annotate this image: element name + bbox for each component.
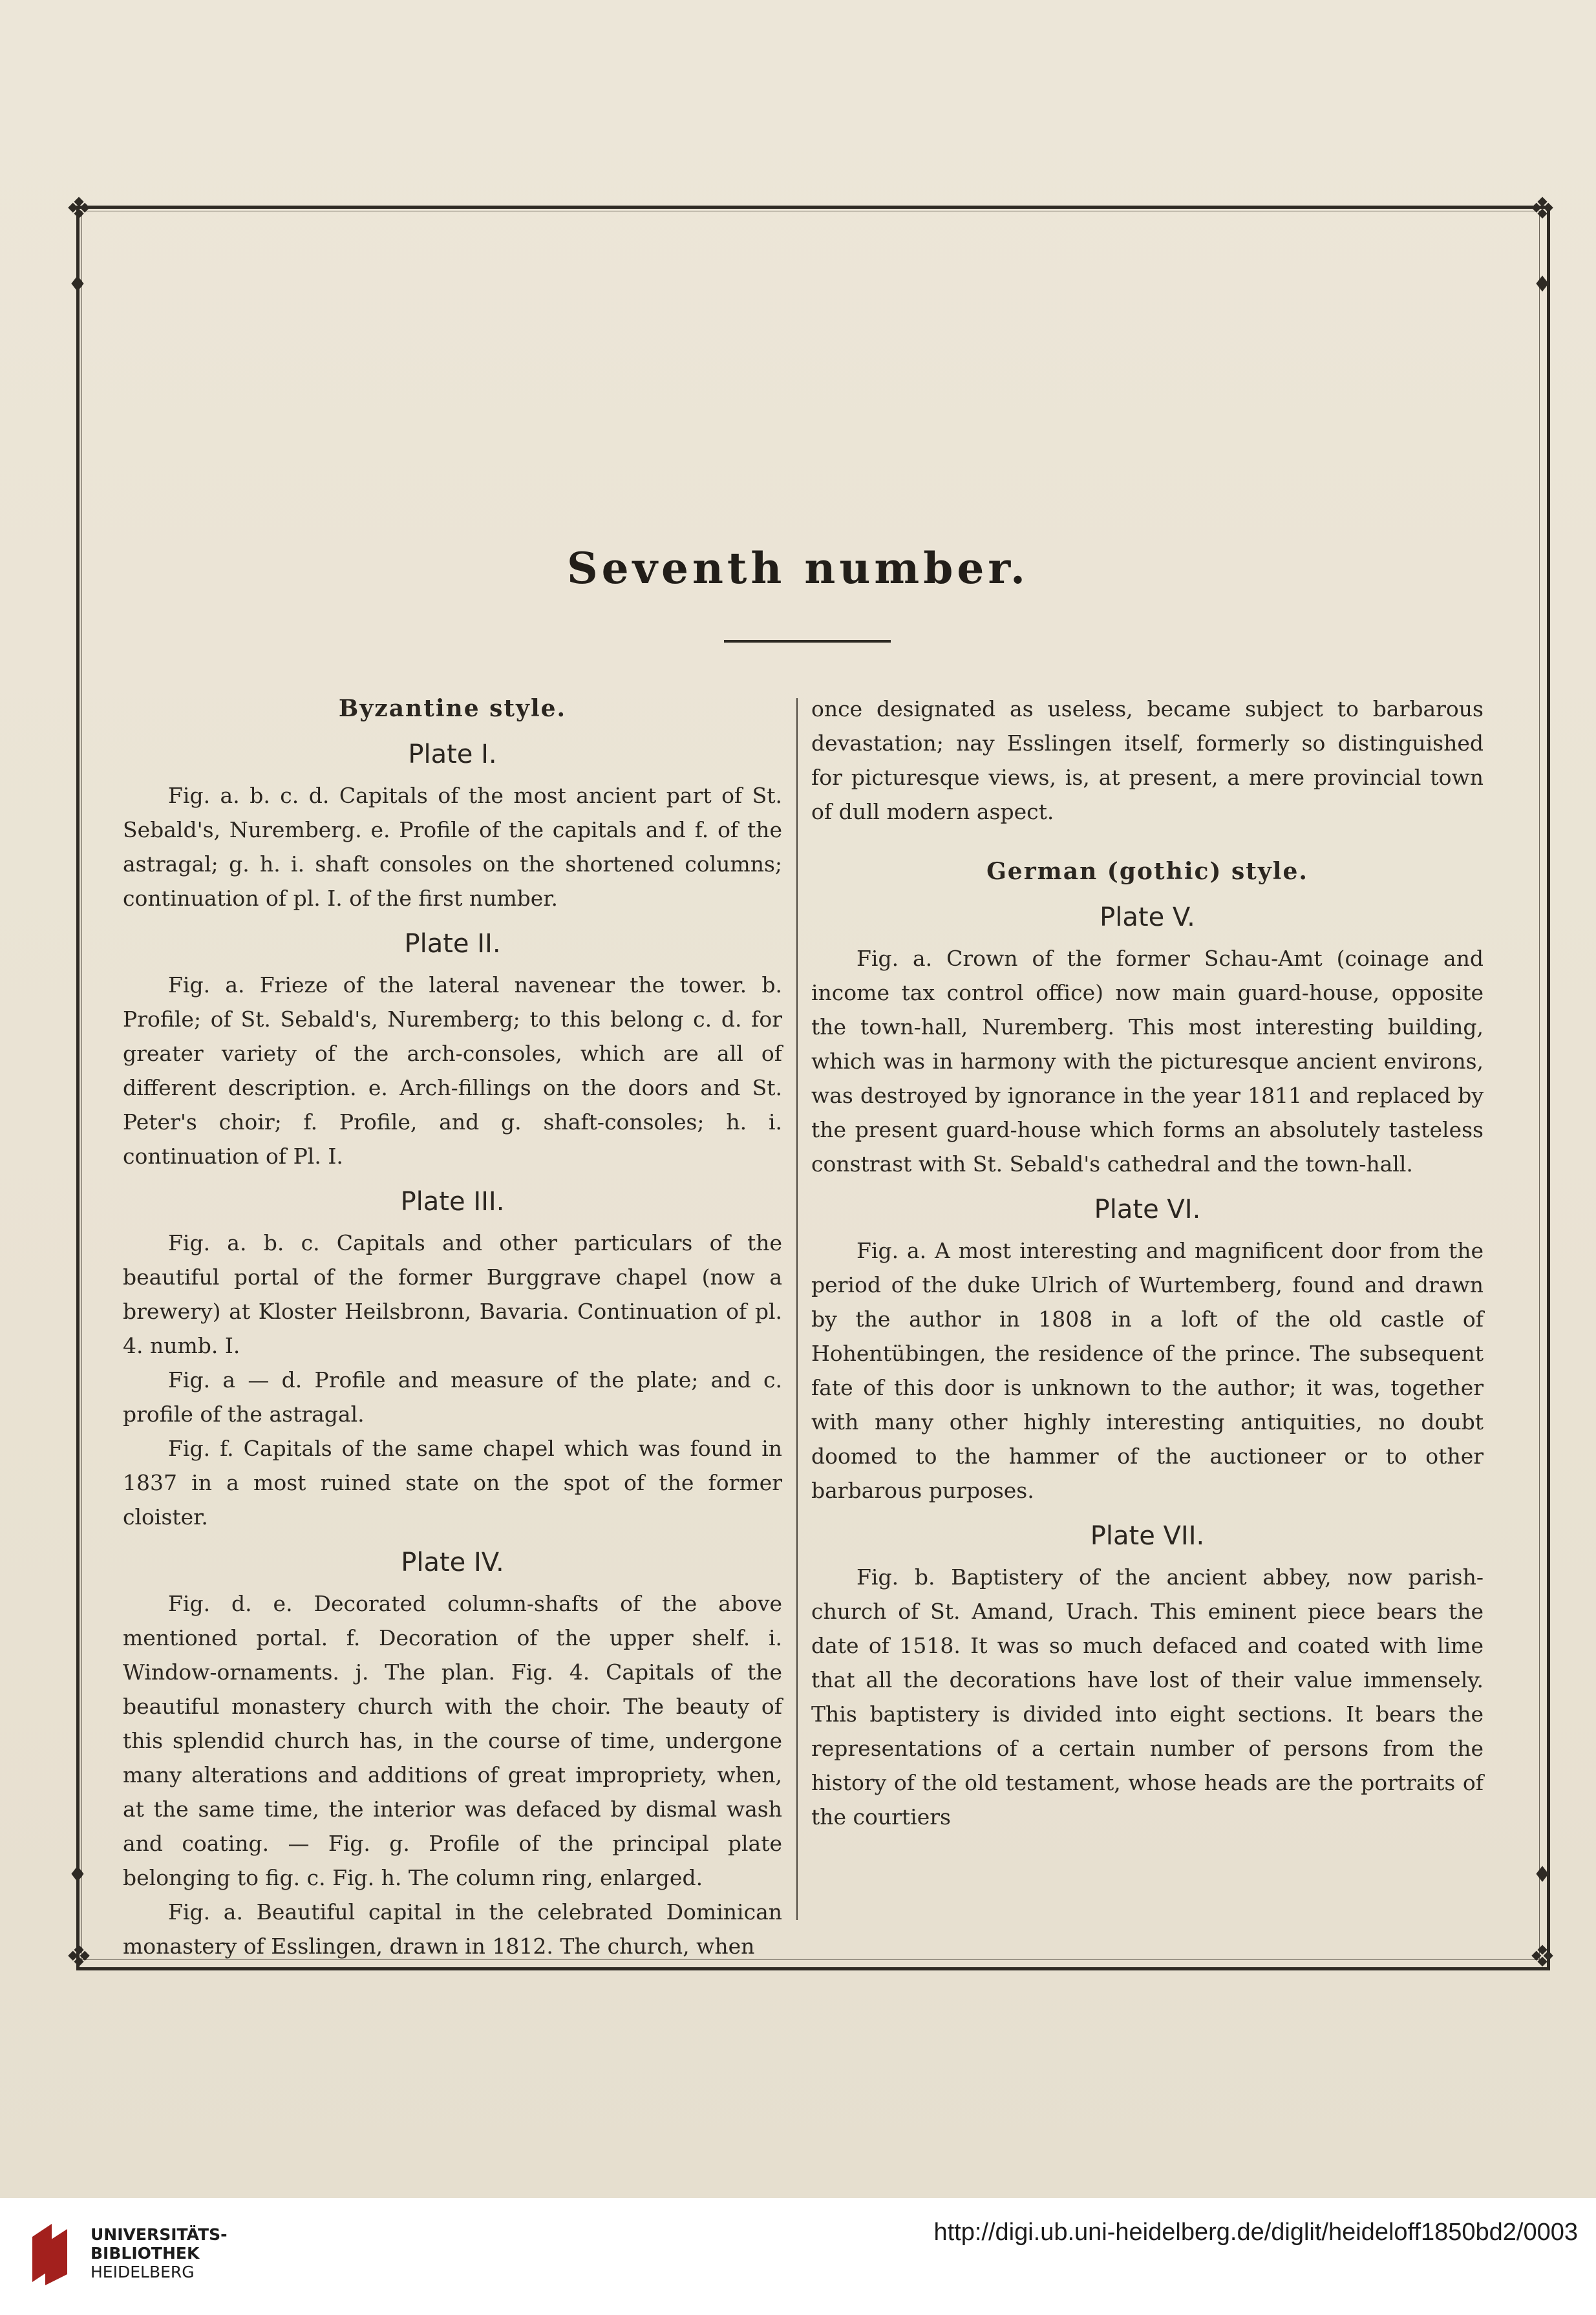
- source-url-link[interactable]: http://digi.ub.uni-heidelberg.de/diglit/heideloff1850bd2/0003: [933, 2219, 1578, 2246]
- title-rule: [724, 640, 891, 643]
- plate-text: Fig. a. b. c. Capitals and other particulars of the beautiful portal of the former Burggrave chapel (now a brewery) at Kloster Heilsbronn, Bavaria. Continuation of pl. 4. numb. I.: [123, 1230, 782, 1358]
- left-column: [123, 692, 782, 1963]
- plate-text: Fig. f. Capitals of the same chapel which was found in 1837 in a most ruined state on the spot of the former cloister.: [123, 1436, 782, 1530]
- side-ornament-icon: ♦: [67, 1862, 88, 1888]
- column-divider: [796, 698, 798, 1920]
- side-ornament-icon: ♦: [1532, 1862, 1553, 1888]
- right-column: [811, 692, 1484, 1834]
- corner-ornament-icon: ❖: [1529, 191, 1556, 226]
- plate-text: Fig. a. Crown of the former Schau-Amt (coinage and income tax control office) now main guard-house, opposite the town-hall, Nuremberg. This most interesting building, which was in harmony with the picturesque ancient environs, was destroyed by ignorance in the year 1811 and replaced by the present guard-house which forms an absolutely tasteless constrast with St. Sebald's cathedral and the town-hall.: [811, 946, 1484, 1177]
- corner-ornament-icon: ❖: [1529, 1939, 1556, 1974]
- library-name: [90, 2225, 227, 2281]
- footer-bar: [0, 2198, 1596, 2315]
- plate-text: Fig. a. b. c. d. Capitals of the most ancient part of St. Sebald's, Nuremberg. e. Profile of the capitals and f. of the astragal; g. h. i. shaft consoles on the shortened columns; continuation of pl. I. of the first number.: [123, 783, 782, 911]
- plate-heading: Plate III.: [400, 1187, 505, 1217]
- corner-ornament-icon: ❖: [65, 191, 92, 226]
- plate-text: Fig. a. Frieze of the lateral navenear the tower. b. Profile; of St. Sebald's, Nuremberg; to this belong c. d. for greater variety of the arch-consoles, which are all of different description. e. Arch-fillings on the doors and St. Peter's choir; f. Profile, and g. shaft-consoles; h. i. continuation of Pl. I.: [123, 972, 782, 1169]
- style-heading: German (gothic) style.: [986, 858, 1308, 885]
- library-name-line: BIBLIOTHEK: [90, 2244, 200, 2263]
- plate-heading: Plate II.: [404, 929, 501, 959]
- plate-heading: Plate V.: [1100, 902, 1195, 932]
- side-ornament-icon: ♦: [67, 272, 88, 297]
- corner-ornament-icon: ❖: [65, 1939, 92, 1974]
- plate-heading: Plate VII.: [1090, 1521, 1205, 1551]
- side-ornament-icon: ♦: [1532, 272, 1553, 297]
- continued-text: once designated as useless, became subject to barbarous devastation; nay Esslingen itself, formerly so distinguished for picturesque views, is, at present, a mere provincial town of dull modern aspect.: [811, 696, 1484, 824]
- plate-heading: Plate I.: [408, 740, 497, 769]
- plate-heading: Plate VI.: [1094, 1195, 1201, 1224]
- plate-text: Fig. b. Baptistery of the ancient abbey, now parish-church of St. Amand, Urach. This eminent piece bears the date of 1518. It was so much defaced and coated with lime that all the decorations have lost of their value immensely. This baptistery is divided into eight sections. It bears the representations of a certain number of persons from the history of the old testament, whose heads are the portraits of the courtiers: [811, 1564, 1484, 1830]
- plate-text: Fig. d. e. Decorated column-shafts of the above mentioned portal. f. Decoration of the upper shelf. i. Window-ornaments. j. The plan. Fig. 4. Capitals of the beautiful monastery church with the choir. The beauty of this splendid church has, in the course of time, undergone many alterations and additions of great impropriety, when, at the same time, the interior was defaced by dismal wash and coating. — Fig. g. Profile of the principal plate belonging to fig. c. Fig. h. The column ring, enlarged.: [123, 1591, 782, 1890]
- plate-text: Fig. a. Beautiful capital in the celebrated Dominican monastery of Esslingen, drawn in 1812. The church, when: [123, 1899, 782, 1959]
- style-heading: Byzantine style.: [338, 695, 567, 722]
- library-logo-icon: [26, 2217, 74, 2288]
- library-name-line: HEIDELBERG: [90, 2263, 195, 2281]
- plate-text: Fig. a — d. Profile and measure of the plate; and c. profile of the astragal.: [123, 1367, 782, 1427]
- plate-heading: Plate IV.: [401, 1548, 504, 1577]
- page-title: Seventh number.: [566, 543, 1030, 593]
- plate-text: Fig. a. A most interesting and magnificent door from the period of the duke Ulrich of Wurtemberg, found and drawn by the author in 1808 in a loft of the old castle of Hohentübingen, the residence of the prince. The subsequent fate of this door is unknown to the author; it was, together with many other highly interesting antiquities, no doubt doomed to the hammer of the auctioneer or to other barbarous purposes.: [811, 1238, 1484, 1503]
- library-name-line: UNIVERSITÄTS-: [90, 2225, 228, 2244]
